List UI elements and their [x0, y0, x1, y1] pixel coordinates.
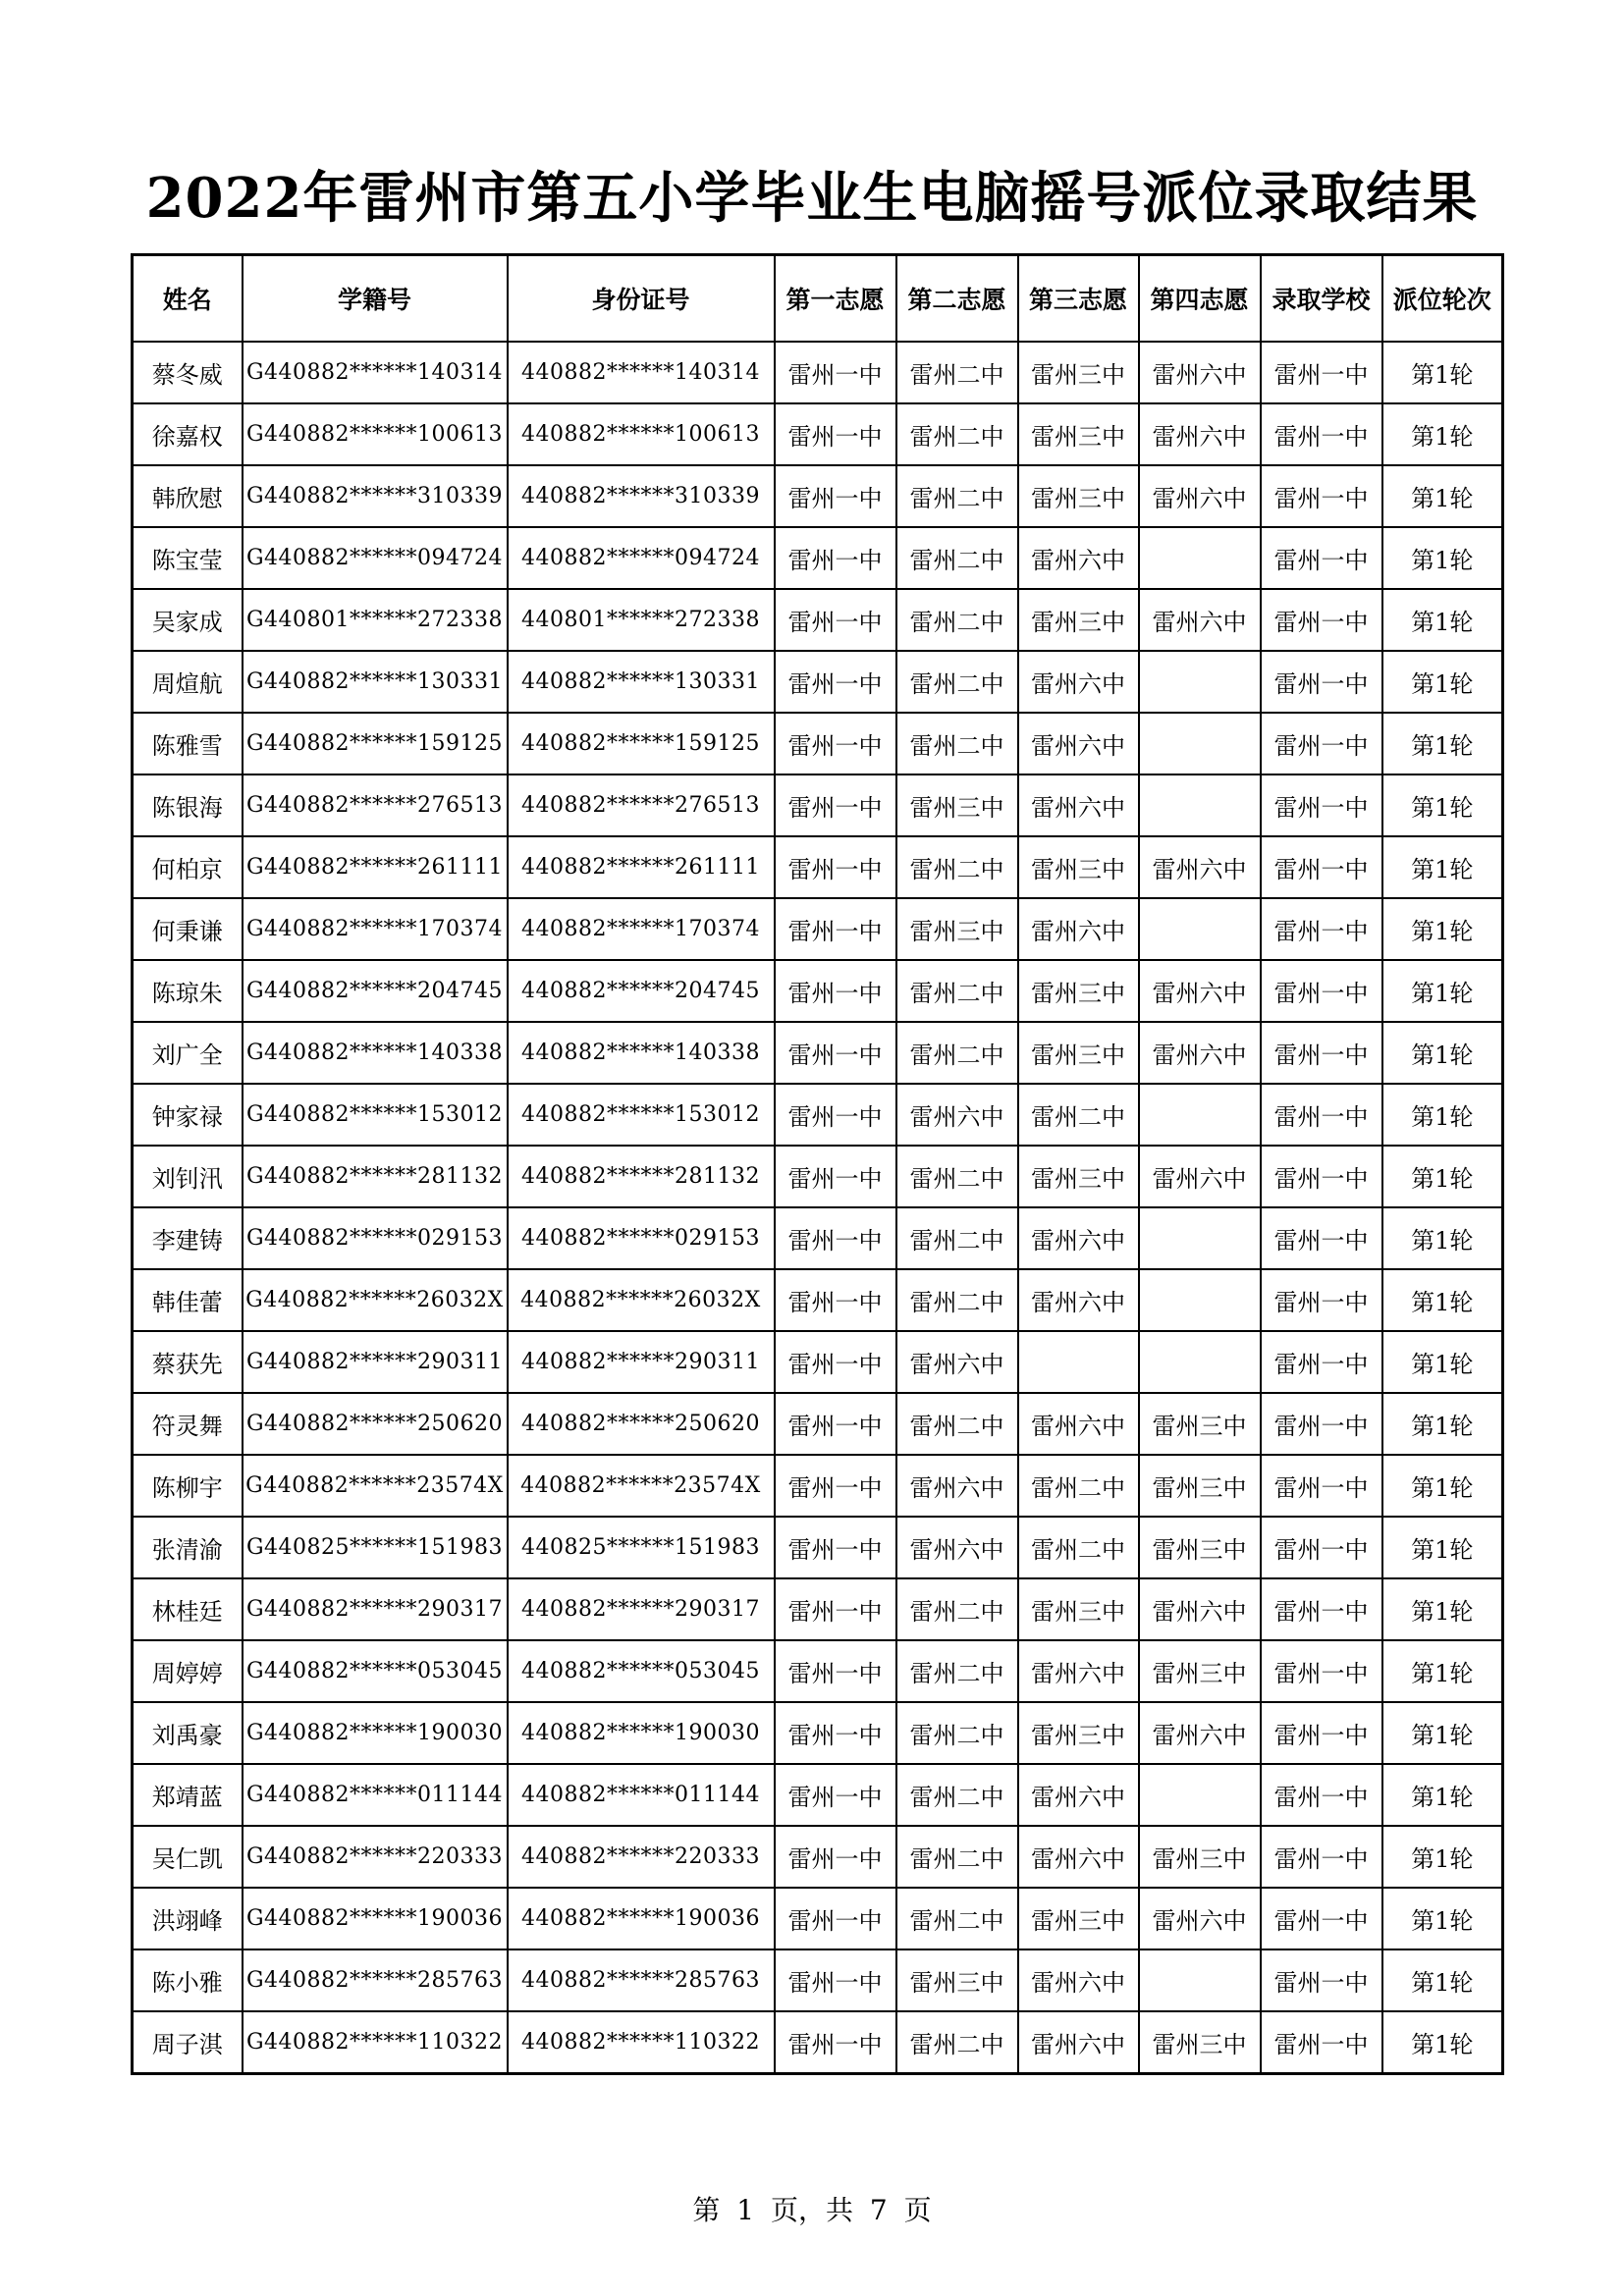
cell-choice-1: 雷州一中: [775, 1146, 896, 1207]
column-header-choice-4: 第四志愿: [1139, 255, 1261, 343]
cell-round: 第1轮: [1382, 1578, 1503, 1640]
cell-choice-3: [1018, 1331, 1139, 1393]
cell-choice-4: 雷州三中: [1139, 1517, 1261, 1578]
cell-choice-2: 雷州三中: [896, 898, 1018, 960]
cell-admitted-school: 雷州一中: [1261, 589, 1382, 651]
cell-choice-4: 雷州三中: [1139, 1455, 1261, 1517]
table-row: [133, 527, 1503, 589]
cell-choice-4: [1139, 774, 1261, 836]
cell-id-card: 440882******220333: [508, 1826, 775, 1888]
cell-student-id: G440882******290311: [243, 1331, 508, 1393]
cell-choice-1: 雷州一中: [775, 713, 896, 774]
cell-choice-4: 雷州三中: [1139, 1826, 1261, 1888]
cell-choice-3: 雷州六中: [1018, 1269, 1139, 1331]
cell-admitted-school: 雷州一中: [1261, 1146, 1382, 1207]
cell-choice-4: 雷州六中: [1139, 1702, 1261, 1764]
cell-choice-2: 雷州二中: [896, 836, 1018, 898]
page-middle: 页，共: [770, 2194, 853, 2226]
header-row: [133, 255, 1503, 343]
cell-name: 钟家禄: [133, 1084, 243, 1146]
page-number: 1: [736, 2194, 755, 2226]
cell-name: 陈雅雪: [133, 713, 243, 774]
table-row: [133, 1207, 1503, 1269]
table-row: [133, 774, 1503, 836]
cell-choice-3: 雷州三中: [1018, 1578, 1139, 1640]
cell-choice-3: 雷州六中: [1018, 527, 1139, 589]
cell-choice-1: 雷州一中: [775, 2011, 896, 2074]
cell-choice-4: 雷州三中: [1139, 2011, 1261, 2074]
cell-choice-1: 雷州一中: [775, 1207, 896, 1269]
cell-choice-3: 雷州六中: [1018, 774, 1139, 836]
cell-round: 第1轮: [1382, 1269, 1503, 1331]
cell-choice-2: 雷州二中: [896, 1146, 1018, 1207]
cell-round: 第1轮: [1382, 2011, 1503, 2074]
cell-choice-3: 雷州六中: [1018, 651, 1139, 713]
cell-choice-1: 雷州一中: [775, 1331, 896, 1393]
cell-name: 符灵舞: [133, 1393, 243, 1455]
cell-id-card: 440882******26032X: [508, 1269, 775, 1331]
cell-choice-1: 雷州一中: [775, 1455, 896, 1517]
cell-choice-4: 雷州六中: [1139, 1888, 1261, 1949]
cell-choice-3: 雷州三中: [1018, 1022, 1139, 1084]
cell-student-id: G440882******250620: [243, 1393, 508, 1455]
cell-student-id: G440825******151983: [243, 1517, 508, 1578]
cell-choice-3: 雷州六中: [1018, 1207, 1139, 1269]
table-row: [133, 1949, 1503, 2011]
table-row: [133, 589, 1503, 651]
cell-choice-1: 雷州一中: [775, 403, 896, 465]
cell-name: 何柏京: [133, 836, 243, 898]
cell-id-card: 440882******250620: [508, 1393, 775, 1455]
cell-choice-3: 雷州六中: [1018, 898, 1139, 960]
cell-id-card: 440882******159125: [508, 713, 775, 774]
cell-choice-4: 雷州三中: [1139, 1640, 1261, 1702]
cell-choice-4: 雷州六中: [1139, 403, 1261, 465]
cell-id-card: 440882******140338: [508, 1022, 775, 1084]
cell-id-card: 440882******204745: [508, 960, 775, 1022]
cell-choice-3: 雷州二中: [1018, 1084, 1139, 1146]
cell-round: 第1轮: [1382, 1949, 1503, 2011]
cell-student-id: G440882******094724: [243, 527, 508, 589]
page-prefix: 第: [692, 2194, 721, 2226]
cell-round: 第1轮: [1382, 1826, 1503, 1888]
cell-round: 第1轮: [1382, 1084, 1503, 1146]
cell-choice-3: 雷州三中: [1018, 342, 1139, 403]
cell-round: 第1轮: [1382, 1022, 1503, 1084]
cell-student-id: G440882******140314: [243, 342, 508, 403]
cell-choice-3: 雷州三中: [1018, 1146, 1139, 1207]
cell-student-id: G440882******23574X: [243, 1455, 508, 1517]
cell-choice-2: 雷州二中: [896, 589, 1018, 651]
cell-round: 第1轮: [1382, 342, 1503, 403]
cell-choice-4: [1139, 898, 1261, 960]
cell-id-card: 440882******130331: [508, 651, 775, 713]
table-row: [133, 403, 1503, 465]
cell-admitted-school: 雷州一中: [1261, 1084, 1382, 1146]
page-title: 2022年雷州市第五小学毕业生电脑摇号派位录取结果: [145, 166, 1479, 231]
cell-choice-2: 雷州二中: [896, 465, 1018, 527]
table-row: [133, 1826, 1503, 1888]
cell-round: 第1轮: [1382, 713, 1503, 774]
cell-student-id: G440882******261111: [243, 836, 508, 898]
cell-round: 第1轮: [1382, 1455, 1503, 1517]
cell-student-id: G440882******140338: [243, 1022, 508, 1084]
cell-choice-2: 雷州二中: [896, 1702, 1018, 1764]
table-row: [133, 1764, 1503, 1826]
cell-admitted-school: 雷州一中: [1261, 774, 1382, 836]
cell-student-id: G440882******153012: [243, 1084, 508, 1146]
cell-id-card: 440882******261111: [508, 836, 775, 898]
cell-admitted-school: 雷州一中: [1261, 1207, 1382, 1269]
cell-choice-1: 雷州一中: [775, 1578, 896, 1640]
cell-admitted-school: 雷州一中: [1261, 1517, 1382, 1578]
table-row: [133, 1146, 1503, 1207]
cell-choice-3: 雷州二中: [1018, 1455, 1139, 1517]
cell-student-id: G440801******272338: [243, 589, 508, 651]
table-row: [133, 1702, 1503, 1764]
cell-choice-1: 雷州一中: [775, 342, 896, 403]
table-row: [133, 1517, 1503, 1578]
cell-id-card: 440882******153012: [508, 1084, 775, 1146]
table-row: [133, 342, 1503, 403]
cell-choice-4: 雷州六中: [1139, 342, 1261, 403]
cell-choice-1: 雷州一中: [775, 836, 896, 898]
table-row: [133, 465, 1503, 527]
cell-admitted-school: 雷州一中: [1261, 1826, 1382, 1888]
cell-choice-2: 雷州二中: [896, 527, 1018, 589]
cell-id-card: 440882******190030: [508, 1702, 775, 1764]
cell-choice-2: 雷州三中: [896, 774, 1018, 836]
cell-choice-4: [1139, 1764, 1261, 1826]
cell-choice-2: 雷州二中: [896, 1826, 1018, 1888]
cell-choice-1: 雷州一中: [775, 960, 896, 1022]
cell-choice-4: 雷州六中: [1139, 1578, 1261, 1640]
cell-choice-1: 雷州一中: [775, 1269, 896, 1331]
cell-name: 蔡获先: [133, 1331, 243, 1393]
cell-choice-4: [1139, 651, 1261, 713]
cell-round: 第1轮: [1382, 589, 1503, 651]
cell-id-card: 440882******190036: [508, 1888, 775, 1949]
cell-admitted-school: 雷州一中: [1261, 1764, 1382, 1826]
cell-choice-2: 雷州二中: [896, 1393, 1018, 1455]
cell-choice-2: 雷州二中: [896, 1764, 1018, 1826]
cell-choice-3: 雷州三中: [1018, 1702, 1139, 1764]
table-row: [133, 1640, 1503, 1702]
cell-choice-3: 雷州六中: [1018, 1764, 1139, 1826]
cell-round: 第1轮: [1382, 1331, 1503, 1393]
cell-choice-1: 雷州一中: [775, 1022, 896, 1084]
table-row: [133, 836, 1503, 898]
cell-name: 洪翊峰: [133, 1888, 243, 1949]
cell-choice-1: 雷州一中: [775, 465, 896, 527]
column-header-admitted-school: 录取学校: [1261, 255, 1382, 343]
cell-student-id: G440882******170374: [243, 898, 508, 960]
cell-choice-4: 雷州六中: [1139, 1146, 1261, 1207]
cell-id-card: 440882******281132: [508, 1146, 775, 1207]
cell-admitted-school: 雷州一中: [1261, 898, 1382, 960]
cell-name: 郑靖蓝: [133, 1764, 243, 1826]
cell-name: 刘广全: [133, 1022, 243, 1084]
cell-student-id: G440882******281132: [243, 1146, 508, 1207]
cell-name: 韩欣慰: [133, 465, 243, 527]
cell-round: 第1轮: [1382, 651, 1503, 713]
cell-name: 陈琼朱: [133, 960, 243, 1022]
table-body: [133, 342, 1503, 2074]
cell-name: 陈宝莹: [133, 527, 243, 589]
cell-choice-2: 雷州二中: [896, 1578, 1018, 1640]
cell-id-card: 440882******310339: [508, 465, 775, 527]
cell-choice-1: 雷州一中: [775, 1517, 896, 1578]
cell-name: 周婷婷: [133, 1640, 243, 1702]
cell-id-card: 440882******290311: [508, 1331, 775, 1393]
cell-round: 第1轮: [1382, 1888, 1503, 1949]
cell-id-card: 440882******094724: [508, 527, 775, 589]
cell-choice-1: 雷州一中: [775, 527, 896, 589]
cell-student-id: G440882******204745: [243, 960, 508, 1022]
cell-choice-1: 雷州一中: [775, 1702, 896, 1764]
cell-choice-3: 雷州六中: [1018, 1393, 1139, 1455]
admission-results-table: [131, 253, 1504, 2075]
cell-name: 吴家成: [133, 589, 243, 651]
cell-choice-2: 雷州三中: [896, 1949, 1018, 2011]
cell-choice-1: 雷州一中: [775, 1640, 896, 1702]
cell-choice-1: 雷州一中: [775, 1393, 896, 1455]
cell-admitted-school: 雷州一中: [1261, 527, 1382, 589]
cell-student-id: G440882******220333: [243, 1826, 508, 1888]
cell-choice-2: 雷州二中: [896, 1269, 1018, 1331]
cell-admitted-school: 雷州一中: [1261, 2011, 1382, 2074]
cell-name: 韩佳蕾: [133, 1269, 243, 1331]
cell-admitted-school: 雷州一中: [1261, 651, 1382, 713]
cell-choice-1: 雷州一中: [775, 651, 896, 713]
cell-round: 第1轮: [1382, 403, 1503, 465]
table-row: [133, 2011, 1503, 2074]
table-row: [133, 1393, 1503, 1455]
cell-choice-1: 雷州一中: [775, 1084, 896, 1146]
column-header-name: 姓名: [133, 255, 243, 343]
cell-round: 第1轮: [1382, 1207, 1503, 1269]
cell-admitted-school: 雷州一中: [1261, 960, 1382, 1022]
cell-student-id: G440882******310339: [243, 465, 508, 527]
page-suffix: 页: [903, 2194, 932, 2226]
cell-choice-2: 雷州二中: [896, 403, 1018, 465]
cell-id-card: 440882******100613: [508, 403, 775, 465]
cell-choice-2: 雷州六中: [896, 1517, 1018, 1578]
cell-admitted-school: 雷州一中: [1261, 342, 1382, 403]
cell-student-id: G440882******159125: [243, 713, 508, 774]
cell-round: 第1轮: [1382, 898, 1503, 960]
cell-admitted-school: 雷州一中: [1261, 1578, 1382, 1640]
cell-choice-4: 雷州六中: [1139, 589, 1261, 651]
cell-admitted-school: 雷州一中: [1261, 1949, 1382, 2011]
cell-choice-3: 雷州三中: [1018, 589, 1139, 651]
cell-choice-3: 雷州六中: [1018, 2011, 1139, 2074]
cell-student-id: G440882******26032X: [243, 1269, 508, 1331]
cell-choice-2: 雷州二中: [896, 1640, 1018, 1702]
cell-choice-4: [1139, 1084, 1261, 1146]
cell-choice-2: 雷州二中: [896, 342, 1018, 403]
cell-round: 第1轮: [1382, 527, 1503, 589]
cell-name: 蔡冬威: [133, 342, 243, 403]
cell-choice-4: 雷州三中: [1139, 1393, 1261, 1455]
cell-choice-1: 雷州一中: [775, 898, 896, 960]
cell-student-id: G440882******190036: [243, 1888, 508, 1949]
cell-name: 刘钊汛: [133, 1146, 243, 1207]
cell-name: 张清渝: [133, 1517, 243, 1578]
cell-admitted-school: 雷州一中: [1261, 1393, 1382, 1455]
cell-choice-2: 雷州二中: [896, 1888, 1018, 1949]
cell-choice-2: 雷州六中: [896, 1455, 1018, 1517]
cell-admitted-school: 雷州一中: [1261, 1269, 1382, 1331]
cell-name: 周煊航: [133, 651, 243, 713]
cell-round: 第1轮: [1382, 1640, 1503, 1702]
page-footer: [0, 2191, 1624, 2230]
cell-student-id: G440882******190030: [243, 1702, 508, 1764]
table-row: [133, 651, 1503, 713]
cell-name: 刘禹豪: [133, 1702, 243, 1764]
cell-admitted-school: 雷州一中: [1261, 465, 1382, 527]
cell-id-card: 440882******029153: [508, 1207, 775, 1269]
cell-admitted-school: 雷州一中: [1261, 1702, 1382, 1764]
cell-choice-3: 雷州六中: [1018, 713, 1139, 774]
cell-student-id: G440882******053045: [243, 1640, 508, 1702]
cell-choice-1: 雷州一中: [775, 589, 896, 651]
cell-round: 第1轮: [1382, 465, 1503, 527]
cell-id-card: 440801******272338: [508, 589, 775, 651]
cell-name: 何秉谦: [133, 898, 243, 960]
cell-choice-2: 雷州六中: [896, 1331, 1018, 1393]
cell-choice-2: 雷州六中: [896, 1084, 1018, 1146]
cell-round: 第1轮: [1382, 774, 1503, 836]
cell-id-card: 440882******140314: [508, 342, 775, 403]
cell-admitted-school: 雷州一中: [1261, 1022, 1382, 1084]
cell-id-card: 440882******170374: [508, 898, 775, 960]
cell-choice-3: 雷州二中: [1018, 1517, 1139, 1578]
cell-round: 第1轮: [1382, 836, 1503, 898]
table-row: [133, 1331, 1503, 1393]
cell-choice-4: [1139, 1269, 1261, 1331]
table-row: [133, 1888, 1503, 1949]
cell-student-id: G440882******011144: [243, 1764, 508, 1826]
table-row: [133, 960, 1503, 1022]
cell-choice-4: 雷州六中: [1139, 960, 1261, 1022]
cell-id-card: 440882******110322: [508, 2011, 775, 2074]
cell-choice-2: 雷州二中: [896, 713, 1018, 774]
cell-student-id: G440882******110322: [243, 2011, 508, 2074]
cell-student-id: G440882******276513: [243, 774, 508, 836]
cell-choice-2: 雷州二中: [896, 1022, 1018, 1084]
cell-choice-4: 雷州六中: [1139, 1022, 1261, 1084]
cell-choice-4: [1139, 1949, 1261, 2011]
cell-admitted-school: 雷州一中: [1261, 836, 1382, 898]
cell-name: 周子淇: [133, 2011, 243, 2074]
cell-name: 吴仁凯: [133, 1826, 243, 1888]
cell-choice-3: 雷州三中: [1018, 1888, 1139, 1949]
column-header-choice-3: 第三志愿: [1018, 255, 1139, 343]
cell-choice-3: 雷州三中: [1018, 465, 1139, 527]
cell-round: 第1轮: [1382, 1764, 1503, 1826]
cell-id-card: 440882******276513: [508, 774, 775, 836]
page-total: 7: [869, 2194, 888, 2226]
cell-name: 徐嘉权: [133, 403, 243, 465]
cell-choice-4: [1139, 1207, 1261, 1269]
cell-name: 陈小雅: [133, 1949, 243, 2011]
cell-student-id: G440882******290317: [243, 1578, 508, 1640]
cell-id-card: 440882******290317: [508, 1578, 775, 1640]
cell-choice-3: 雷州三中: [1018, 403, 1139, 465]
cell-round: 第1轮: [1382, 960, 1503, 1022]
cell-choice-4: [1139, 713, 1261, 774]
cell-choice-1: 雷州一中: [775, 1764, 896, 1826]
column-header-choice-2: 第二志愿: [896, 255, 1018, 343]
cell-choice-4: [1139, 1331, 1261, 1393]
cell-admitted-school: 雷州一中: [1261, 403, 1382, 465]
cell-admitted-school: 雷州一中: [1261, 713, 1382, 774]
cell-choice-3: 雷州三中: [1018, 836, 1139, 898]
cell-id-card: 440882******053045: [508, 1640, 775, 1702]
cell-choice-2: 雷州二中: [896, 1207, 1018, 1269]
table-row: [133, 1578, 1503, 1640]
cell-choice-1: 雷州一中: [775, 774, 896, 836]
cell-choice-2: 雷州二中: [896, 2011, 1018, 2074]
cell-choice-2: 雷州二中: [896, 960, 1018, 1022]
cell-choice-1: 雷州一中: [775, 1888, 896, 1949]
table-row: [133, 1084, 1503, 1146]
table-row: [133, 713, 1503, 774]
cell-id-card: 440882******011144: [508, 1764, 775, 1826]
table-row: [133, 1022, 1503, 1084]
cell-choice-3: 雷州六中: [1018, 1949, 1139, 2011]
cell-id-card: 440882******285763: [508, 1949, 775, 2011]
column-header-round: 派位轮次: [1382, 255, 1503, 343]
cell-round: 第1轮: [1382, 1517, 1503, 1578]
cell-choice-1: 雷州一中: [775, 1826, 896, 1888]
cell-admitted-school: 雷州一中: [1261, 1455, 1382, 1517]
column-header-student-id: 学籍号: [243, 255, 508, 343]
cell-name: 林桂廷: [133, 1578, 243, 1640]
cell-id-card: 440882******23574X: [508, 1455, 775, 1517]
cell-round: 第1轮: [1382, 1146, 1503, 1207]
cell-choice-1: 雷州一中: [775, 1949, 896, 2011]
cell-student-id: G440882******130331: [243, 651, 508, 713]
cell-admitted-school: 雷州一中: [1261, 1888, 1382, 1949]
cell-id-card: 440825******151983: [508, 1517, 775, 1578]
cell-student-id: G440882******100613: [243, 403, 508, 465]
column-header-id-card: 身份证号: [508, 255, 775, 343]
cell-admitted-school: 雷州一中: [1261, 1640, 1382, 1702]
table-row: [133, 1269, 1503, 1331]
cell-choice-4: 雷州六中: [1139, 836, 1261, 898]
cell-name: 李建铸: [133, 1207, 243, 1269]
table-row: [133, 1455, 1503, 1517]
cell-choice-4: [1139, 527, 1261, 589]
cell-name: 陈柳宇: [133, 1455, 243, 1517]
cell-choice-3: 雷州三中: [1018, 960, 1139, 1022]
cell-student-id: G440882******029153: [243, 1207, 508, 1269]
cell-choice-2: 雷州二中: [896, 651, 1018, 713]
cell-round: 第1轮: [1382, 1702, 1503, 1764]
cell-admitted-school: 雷州一中: [1261, 1331, 1382, 1393]
cell-choice-3: 雷州六中: [1018, 1826, 1139, 1888]
cell-round: 第1轮: [1382, 1393, 1503, 1455]
cell-choice-3: 雷州六中: [1018, 1640, 1139, 1702]
cell-choice-4: 雷州六中: [1139, 465, 1261, 527]
cell-student-id: G440882******285763: [243, 1949, 508, 2011]
cell-name: 陈银海: [133, 774, 243, 836]
column-header-choice-1: 第一志愿: [775, 255, 896, 343]
table-row: [133, 898, 1503, 960]
